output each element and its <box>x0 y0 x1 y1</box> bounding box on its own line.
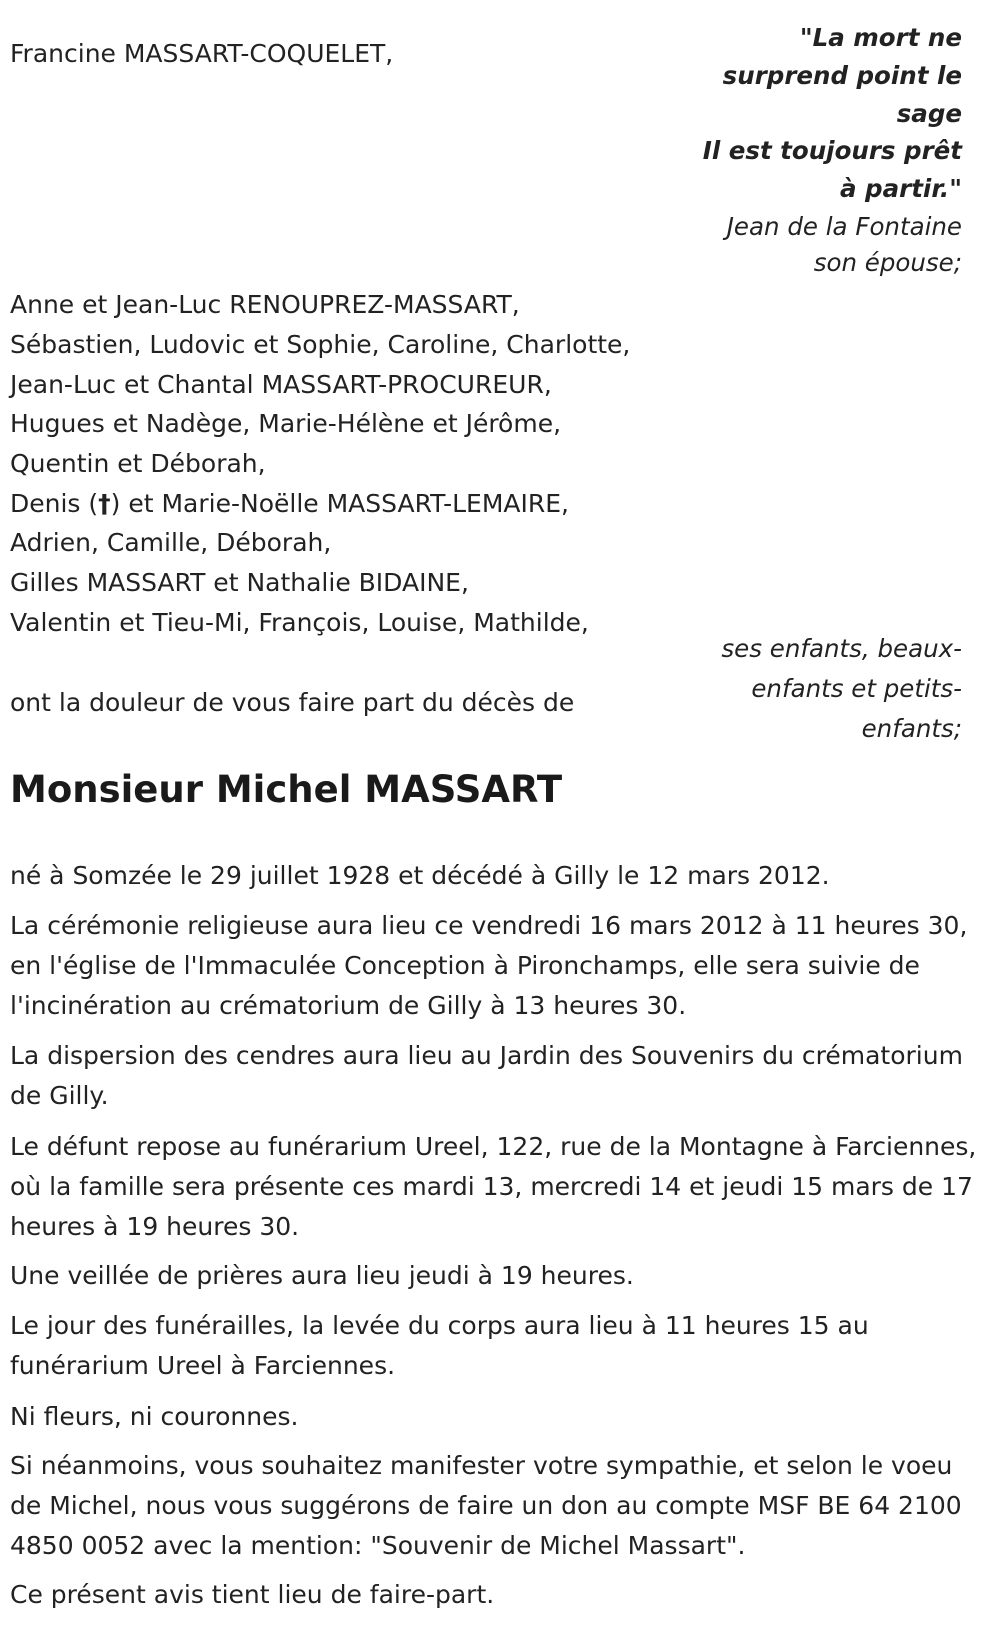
quote-line: à partir." <box>840 174 962 203</box>
announcement-text: ont la douleur de vous faire part du décès de <box>10 688 575 717</box>
family-line-denis <box>10 484 569 524</box>
relation-line: enfants et petits- <box>751 674 962 703</box>
deceased-name: Monsieur Michel MASSART <box>10 768 563 811</box>
quote-line: surprend point le <box>722 61 962 90</box>
family-line: Anne et Jean-Luc RENOUPREZ-MASSART, <box>10 290 520 319</box>
paragraph-funeral-day: Le jour des funérailles, la levée du corps aura lieu à 11 heures 15 au funérarium Ureel à Farciennes. <box>10 1311 869 1380</box>
paragraph-no-flowers: Ni fleurs, ni couronnes. <box>10 1402 299 1431</box>
paragraph-birth-death: né à Somzée le 29 juillet 1928 et décédé à Gilly le 12 mars 2012. <box>10 861 830 890</box>
spouse-relation: son épouse; <box>813 248 962 277</box>
quote-line: sage <box>896 99 962 128</box>
paragraph-ashes: La dispersion des cendres aura lieu au Jardin des Souvenirs du crématorium de Gilly. <box>10 1041 963 1110</box>
paragraph-vigil: Une veillée de prières aura lieu jeudi à 19 heures. <box>10 1261 634 1290</box>
family-line: Hugues et Nadège, Marie-Hélène et Jérôme, <box>10 409 562 438</box>
cross-icon: † <box>98 489 111 518</box>
family-line-text: ) et Marie-Noëlle MASSART-LEMAIRE, <box>110 489 570 518</box>
paragraph-notice: Ce présent avis tient lieu de faire-part. <box>10 1580 495 1609</box>
quote-line: Il est toujours prêt <box>702 136 962 165</box>
family-line: Sébastien, Ludovic et Sophie, Caroline, Charlotte, <box>10 330 631 359</box>
family-line-text: Denis ( <box>10 489 99 518</box>
spouse-name: Francine MASSART-COQUELET, <box>10 39 394 68</box>
quote-line: "La mort ne <box>799 23 962 52</box>
paragraph-ceremony: La cérémonie religieuse aura lieu ce vendredi 16 mars 2012 à 11 heures 30, en l'église de l'Immaculée Conception à Pironchamps, elle sera suivie de l'incinération au crématorium de Gilly à 13 heures 30. <box>10 911 968 1020</box>
family-line: Gilles MASSART et Nathalie BIDAINE, <box>10 568 469 597</box>
relation-line: enfants; <box>861 714 962 743</box>
relation-line: ses enfants, beaux- <box>721 634 962 663</box>
paragraph-donation: Si néanmoins, vous souhaitez manifester votre sympathie, et selon le voeu de Michel, nous vous suggérons de faire un don au compte MSF BE 64 2100 4850 0052 avec la mention: "Souvenir de Michel Massart". <box>10 1451 962 1560</box>
family-line: Jean-Luc et Chantal MASSART-PROCUREUR, <box>10 370 552 399</box>
family-line: Adrien, Camille, Déborah, <box>10 528 332 557</box>
family-line: Valentin et Tieu-Mi, François, Louise, Mathilde, <box>10 608 589 637</box>
quote-author: Jean de la Fontaine <box>726 212 962 241</box>
family-line: Quentin et Déborah, <box>10 449 266 478</box>
paragraph-funeral-home: Le défunt repose au funérarium Ureel, 122, rue de la Montagne à Farciennes, où la famille sera présente ces mardi 13, mercredi 14 et jeudi 15 mars de 17 heures à 19 heures 30. <box>10 1132 977 1241</box>
